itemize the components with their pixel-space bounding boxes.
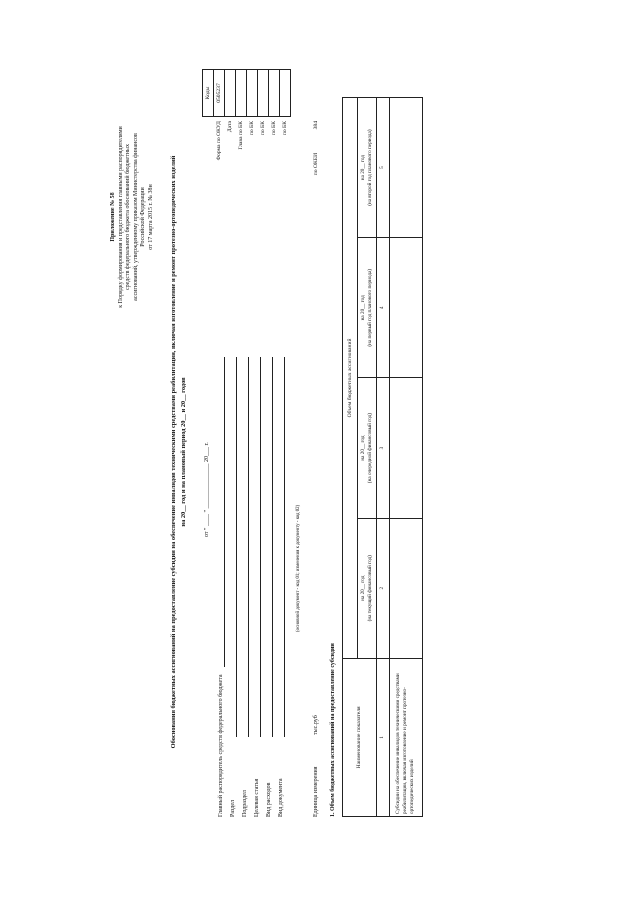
column-number: 4	[376, 238, 389, 378]
code-label: по БК	[249, 121, 255, 136]
year-note: (на текущий финансовый год)	[366, 555, 373, 622]
year-label: на 20__ год	[360, 575, 366, 601]
value-cell[interactable]	[389, 238, 422, 378]
year-note: (на очередной финансовый год)	[366, 412, 373, 484]
header-fields	[214, 357, 286, 817]
allocations-table	[342, 97, 423, 817]
column-number: 5	[376, 98, 389, 238]
value-cell[interactable]	[389, 518, 422, 658]
code-label: по БК	[282, 121, 288, 136]
column-header-year	[358, 98, 377, 238]
fill-line[interactable]	[248, 357, 249, 737]
column-number: 1	[376, 658, 389, 816]
fill-line[interactable]	[260, 357, 261, 737]
year-label: на 20__ год	[360, 295, 366, 321]
row-label: Субсидии на обеспечение инвалидов техническими средствами реабилитации, включая изготовление и ремонт протезно-ортопедических изделий	[389, 658, 422, 816]
code-label: Дата	[227, 121, 233, 133]
column-number: 2	[376, 518, 389, 658]
appendix-line: к Порядку формирования и представления главными распорядителями	[117, 126, 124, 308]
unit-row	[313, 715, 320, 817]
field-label: Вид документа	[277, 778, 284, 817]
field-document-type	[274, 357, 286, 817]
unit-label: Единица измерения	[313, 766, 319, 817]
column-header-name: Наименование показателя	[343, 658, 377, 816]
field-label: Подраздел	[241, 790, 248, 817]
field-target-item	[250, 357, 262, 817]
column-group-header: Объем бюджетных ассигнований	[343, 98, 358, 659]
column-header-year	[358, 378, 377, 518]
code-label: по БК	[260, 121, 266, 136]
okei-value: 384	[313, 121, 319, 130]
codes-table	[202, 69, 291, 117]
value-cell[interactable]	[389, 378, 422, 518]
value-cell[interactable]	[389, 98, 422, 238]
field-label: Главный распорядитель средств федерального бюджета	[217, 674, 224, 817]
field-label: Вид расходов	[265, 782, 272, 817]
field-subsection	[238, 357, 250, 817]
code-labels	[214, 121, 291, 201]
year-label: на 20__ год	[360, 435, 366, 461]
appendix-line: ассигнований, утвержденному приказом Министерства финансов	[132, 133, 139, 301]
column-number: 3	[376, 378, 389, 518]
field-section	[226, 357, 238, 817]
code-date	[225, 70, 236, 117]
document-title: Обоснования бюджетных ассигнований на предоставление субсидии на обеспечение инвалидов техническими средствами реабилитации, включая изготовление и ремонт протезно-ортопедических изделий	[170, 155, 177, 749]
fill-line[interactable]	[236, 357, 237, 737]
appendix-line: от 17 марта 2015 г. № 38н	[147, 184, 154, 250]
allocations-table-wrap	[342, 97, 423, 817]
appendix-block	[110, 67, 155, 367]
okei-label: по ОКЕИ	[313, 152, 319, 176]
code-bk-3	[269, 70, 280, 117]
document-subtitle: на 20__ год и на плановый период 20__ и 20__ годов	[180, 377, 187, 527]
year-note: (на первый год планового периода)	[366, 268, 373, 347]
document-type-note: (основной документ - код 01; изменения к документу - код 02)	[296, 504, 301, 632]
okei-row	[313, 121, 320, 175]
appendix-number: Приложение № 58	[110, 192, 116, 242]
column-header-year	[358, 238, 377, 378]
code-glava	[236, 70, 247, 117]
column-header-year	[358, 518, 377, 658]
field-label: Целевая статья	[253, 778, 260, 817]
date-line: от " ____ " _______________ 20___ г.	[204, 442, 210, 537]
field-chief-administrator	[214, 357, 226, 817]
code-label: Форма по ОКУД	[216, 121, 222, 161]
table-row	[389, 98, 422, 817]
code-label: по БК	[271, 121, 277, 136]
year-label: на 20__ год	[360, 155, 366, 181]
appendix-line: Российской Федерации	[140, 187, 146, 247]
codes-header: Коды	[203, 70, 214, 117]
form-sheet	[110, 57, 530, 847]
code-label: Глава по БК	[238, 121, 244, 150]
unit-value: тыс.руб	[313, 715, 319, 735]
code-okud: 0505237	[214, 70, 225, 117]
fill-line[interactable]	[272, 357, 273, 737]
year-note: (на второй год планового периода)	[366, 129, 373, 206]
code-bk-1	[247, 70, 258, 117]
appendix-line: средств федерального бюджета обоснований бюджетных	[125, 144, 131, 290]
field-expense-type	[262, 357, 274, 817]
code-bk-2	[258, 70, 269, 117]
section-heading: 1. Объем бюджетных ассигнований на предоставление субсидии	[330, 643, 336, 817]
code-bk-4	[280, 70, 291, 117]
fill-line[interactable]	[284, 357, 285, 737]
fill-line[interactable]	[224, 357, 225, 667]
field-label: Раздел	[229, 800, 236, 817]
